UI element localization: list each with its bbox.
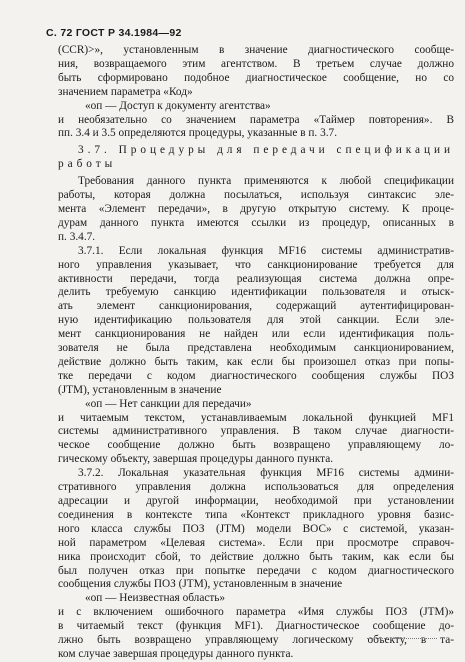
text-line: 3.7.2. Локальная указательная функция MF16 системы админи- [78,467,454,480]
text-line: зователя не была представлена необходимым санкционированием, [58,342,454,355]
text-line: быть сформировано подобное диагностическое сообщение, но со [58,71,454,84]
text-line: гическому объекту, завершая процедуры данного пункта. [58,453,334,466]
text-line: делить требуемую санкцию идентификации пользователя и отыск- [58,286,454,299]
text-line: мента «Элемент передачи», в другую открытую систему. К проце- [58,202,454,215]
text-line: действие должно быть таким, как если бы произошел отказ при попы- [58,355,454,368]
text-line: тке передачи с кодом диагностического сообщения службы ПОЗ [58,369,454,382]
text-line: лжно быть возвращено управляющему логическому объекту, в та- [58,634,454,647]
section-heading: 3.7. Процедуры для передачи спецификации [78,144,454,157]
text-line: работы, которая должна посылаться, используя синтаксис эле- [58,189,454,202]
text-line: в читаемый текст (функция MF1). Диагностическое сообщение до- [58,620,454,633]
text-line: ческое сообщение должно быть возвращено управляющему ло- [58,439,454,452]
text-line: соединения в контексте типа «Контекст прикладного уровня базис- [58,508,454,521]
text-line: ного управления указывает, что санкционирование требуется для [58,258,454,271]
text-line: ного класса службы ПОЗ (JTM) модели ВОС» с системой, указан- [58,522,454,535]
text-line: п. 3.4.7. [58,230,96,243]
code-value-line: «оп — Неизвестная область» [85,592,226,605]
text-line: ника происходит сбой, то действие должно быть таким, как если бы [58,550,454,563]
text-line: ния, возвращаемого этим агентством. В третьем случае должно [58,57,454,70]
text-line: и с включением ошибочного параметра «Имя службы ПОЗ (JTM)» [58,606,454,619]
text-line: был получен отказ при попытке передачи с кодом диагностического [58,564,454,577]
text-line: ать элемент санкционирования, содержащий аутентифицирован- [58,300,454,313]
text-line: и читаемым текстом, устанавливаемым локальной функцией MF1 [58,411,454,424]
text-line: стративного управления должна использоваться для определения [58,481,454,494]
code-value-line: «оп — Нет санкции для передачи» [85,397,252,410]
text-line: сообщения службы ПОЗ (JTM), установленным в значение [58,578,343,591]
text-line: (JTM), установленным в значение [58,383,222,396]
document-body [58,44,454,662]
text-line: пп. 3.4 и 3.5 определяются процедуры, указанные в п. 3.7. [58,127,338,140]
section-heading-cont: работы [58,158,117,171]
text-line: адресации и другой информации, необходимой при установлении [58,495,454,507]
text-line: значением параметра «Код» [58,85,193,98]
text-line: дурам данного пункта имеются ссылки из процедур, описанных в [58,216,454,229]
text-line: ной параметром «Целевая система». Если при просмотре справоч- [58,536,454,549]
text-line: ком случае завершая процедуры данного пункта. [58,647,294,660]
code-value-line: «оп — Доступ к документу агентства» [85,99,271,112]
text-line: и необязательно со значением параметра «Таймер повторения». В [58,113,454,126]
page-header: С. 72 ГОСТ Р 34.1984—92 [46,27,182,39]
text-line: мент санкционирования не найден или если идентификация поль- [58,328,454,341]
text-line: ную идентификацию пользователя для этой санкции. Если эле- [58,314,454,327]
text-line: Требования данного пункта применяются к любой спецификации [78,175,454,188]
text-line: системы административного управления. В таком случае диагности- [58,425,454,438]
text-line: 3.7.1. Если локальная функция MF16 системы административ- [78,244,454,257]
text-line: активности передачи, тогда реализующая система должна опре- [58,272,454,285]
text-line: (CCR)>», установленным в значение диагностического сообще- [58,44,454,56]
scan-mark [367,638,437,641]
